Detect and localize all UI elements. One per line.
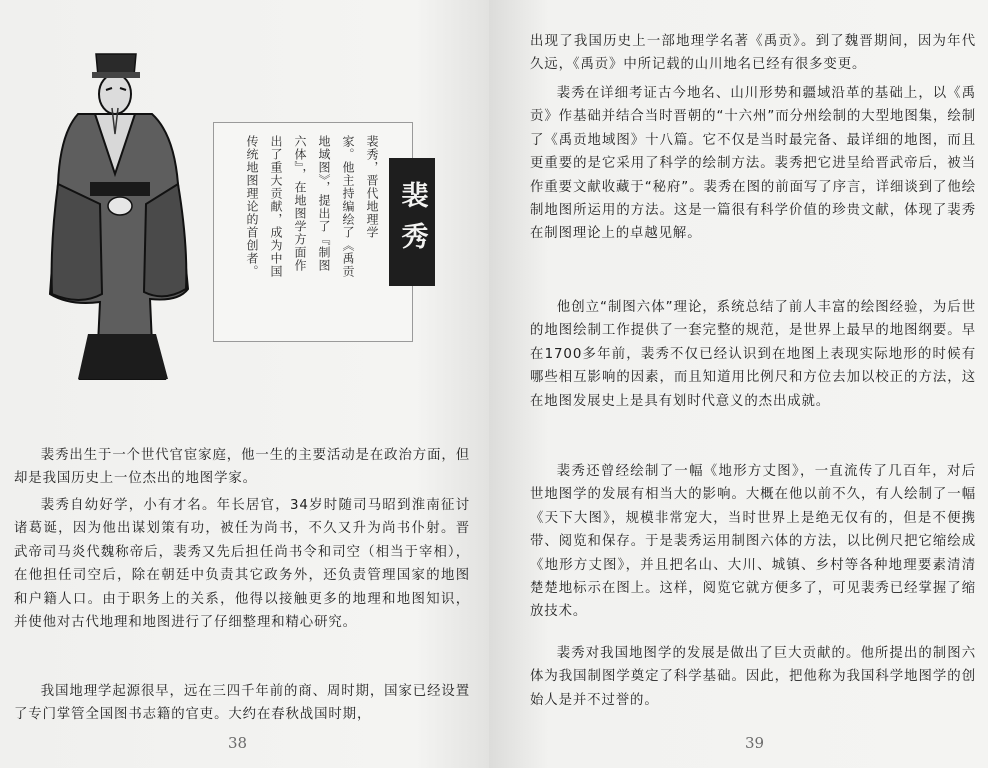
left-paragraph-1: 裴秀出生于一个世代官宦家庭，他一生的主要活动是在政治方面，但却是我国历史上一位杰出的地图学家。 [14,448,470,487]
right-paragraph-3: 他创立“制图六体”理论，系统总结了前人丰富的绘图经验，为后世的地图绘制工作提供了一套完整的规范，是世界上最早的地图纲要。早在1700多年前，裴秀不仅已经认识到在地图上表现实际地形的时候有哪些相互影响的因素，而且知道用比例尺和方位去加以校正的方法，这在地图发展史上是具有划时代意义的杰出成就。 [530,300,976,409]
left-paragraph-2: 裴秀自幼好学，小有才名。年长居官，34岁时随司马昭到淮南征讨诸葛诞，因为他出谋划策有功，被任为尚书，不久又升为尚书仆射。晋武帝司马炎代魏称帝后，裴秀又先后担任尚书令和司空（相当于宰相），在他担任司空后，除在朝廷中负责其它政务外，还负责管理国家的地图和户籍人口。由于职务上的关系，他得以接触更多的地理和地图知识，并使他对古代地理和地图进行了仔细整理和精心研究。 [14,498,470,631]
pei-xiu-portrait-illustration [40,44,190,384]
caption-column-6: 传统地图理论的首创者。 [245,135,259,278]
portrait-caption-box [213,122,428,342]
left-page-number: 38 [228,734,248,752]
caption-column-3: 地域图》，提出了『制图 [317,135,331,272]
person-name-label: 裴秀 [389,158,435,286]
left-page [0,0,489,768]
left-paragraph-3: 我国地理学起源很早，远在三四千年前的商、周时期，国家已经设置了专门掌管全国图书志籍的官吏。大约在春秋战国时期， [14,684,470,723]
right-paragraph-2: 裴秀在详细考证古今地名、山川形势和疆域沿革的基础上，以《禹贡》作基础并结合当时晋朝的“十六州”而分州绘制的大型地图集，绘制了《禹贡地域图》十八篇。它不仅是当时最完备、最详细的地图，而且更重要的是它采用了科学的绘制方法。裴秀把它进呈给晋武帝后，被当作重要文献收藏于“秘府”。裴秀在图的前面写了序言，详细谈到了他绘制地图所运用的方法。这是一篇很有科学价值的珍贵文献，体现了裴秀在制图理论上的卓越见解。 [530,86,976,242]
caption-column-2: 家。他主持编绘了《禹贡 [341,135,355,278]
caption-column-1: 裴秀，晋代地理学 [365,135,379,239]
right-paragraph-5: 裴秀对我国地图学的发展是做出了巨大贡献的。他所提出的制图六体为我国制图学奠定了科学基础。因此，把他称为我国科学地图学的创始人是并不过誉的。 [530,646,976,708]
caption-column-5: 出了重大贡献，成为中国 [269,135,283,278]
right-paragraph-4: 裴秀还曾经绘制了一幅《地形方丈图》，一直流传了几百年，对后世地图学的发展有相当大的影响。大概在他以前不久，有人绘制了一幅《天下大图》，规模非常宠大，当时世界上是绝无仅有的，但是不便携带、阅览和保存。于是裴秀运用制图六体的方法，以比例尺把它缩绘成《地形方丈图》，并且把名山、大川、城镇、乡村等各种地理要素清清楚楚地标示在图上。这样，阅览它就方便多了，可见裴秀已经掌握了缩放技术。 [530,464,976,620]
right-paragraph-1: 出现了我国历史上一部地理学名著《禹贡》。到了魏晋期间，因为年代久远，《禹贡》中所记载的山川地名已经有很多变更。 [530,34,976,73]
caption-column-4: 六体』，在地图学方面作 [293,135,307,272]
right-page-number: 39 [745,734,765,752]
